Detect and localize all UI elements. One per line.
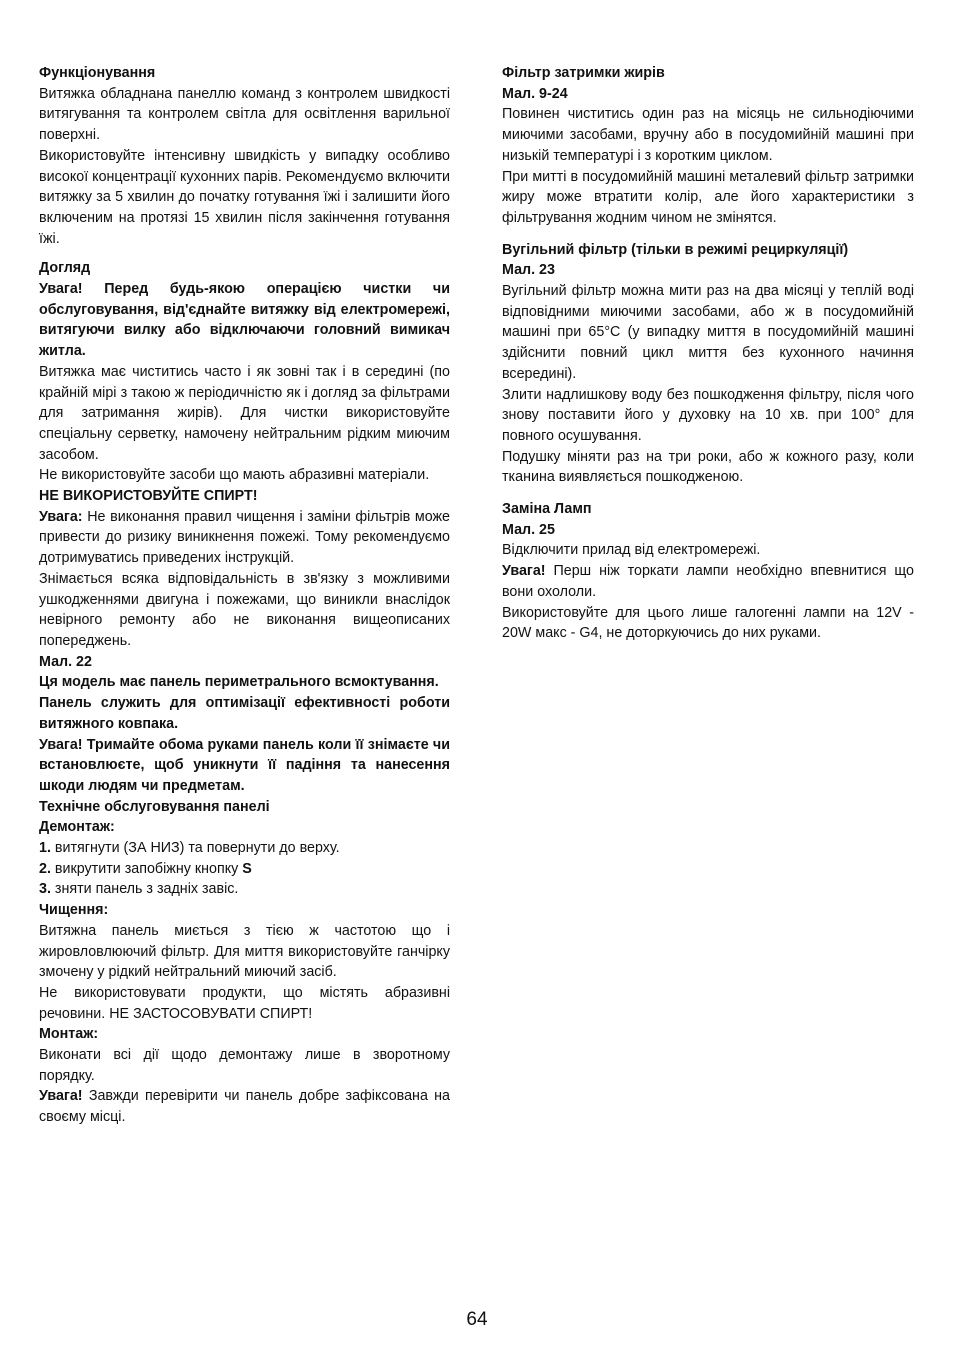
step-number: 2.: [39, 860, 51, 877]
paragraph: Відключити прилад від електромережі.: [502, 542, 761, 559]
paragraph: Використовуйте інтенсивну швидкість у випадку особливо високої концентрації кухонних парів. Рекомендуємо включити витяжку за 5 хвилин до початку готування їжі і залишити його включеним на протязі 15 хвилин після закінчення готування їжі.: [39, 147, 450, 247]
warning-paragraph: Увага! Перед будь-якою операцією чистки чи обслуговування, від'єднайте витяжку від електромережі, витягуючи вилку або відключаючи головний вимикач житла.: [39, 281, 450, 360]
paragraph: Злити надлишкову воду без пошкодження фільтру, після чого знову поставити його у духовку на 10 хв. при 100° для повного осушування.: [502, 386, 914, 444]
subheading-maintenance: Технічне обслуговування панелі: [39, 798, 270, 815]
paragraph: Знімається всяка відповідальність в зв'язку з можливими ушкодженнями двигуна і пожежами, що виникли внаслідок невірного ремонту або не виконання вищеописаних попереджень.: [39, 570, 450, 649]
paragraph: Використовуйте для цього лише галогенні лампи на 12V - 20W макс - G4, не доторкуючись до них руками.: [502, 604, 914, 642]
warning-label: Увага!: [39, 1088, 83, 1105]
paragraph: Подушку міняти раз на три роки, або ж кожного разу, коли тканина виявляється пошкодженою.: [502, 448, 914, 486]
paragraph: Виконати всі дії щодо демонтажу лише в зворотному порядку.: [39, 1047, 450, 1084]
step-item: [39, 879, 450, 900]
step-key: S: [242, 860, 252, 877]
page-number: 64: [466, 1309, 488, 1330]
panel-paragraph: Панель служить для оптимізації ефективності роботи витяжного ковпака.: [39, 695, 450, 732]
warning-paragraph: [39, 507, 450, 569]
paragraph: Не використовувати продукти, що містять абразивні речовини. НЕ ЗАСТОСОВУВАТИ СПИРТ!: [39, 984, 450, 1022]
warning-label: Увага!: [502, 563, 546, 580]
figure-ref: Мал. 23: [502, 262, 555, 279]
step-text: витягнути (ЗА НИЗ) та повернути до верху.: [50, 840, 340, 857]
paragraph: Витяжка має чиститись часто і як зовні так і в середині (по крайній мірі з такою ж періодичністю як і догляд за фільтрами для затримання жирів). Для чистки використовуйте спеціальну серветку, намочену нейтральним рідким миючим засобом.: [39, 363, 450, 463]
warning-line: НЕ ВИКОРИСТОВУЙТЕ СПИРТ!: [39, 488, 258, 505]
paragraph: Витяжка обладнана панеллю команд з контролем швидкості витягування та контролем світла для освітлення варильної поверхні.: [39, 85, 450, 144]
step-text: викрутити запобіжну кнопку: [50, 860, 243, 877]
paragraph: Вугільний фільтр можна мити раз на два місяці у теплій воді відповідними миючими засобами, або ж в посудомийній машині при 65°С (у випадку миття в посудомийній машині здійснити повний цикл миття без кухонного начиння всередині).: [502, 283, 914, 382]
step-item: [39, 838, 450, 859]
figure-ref: Мал. 25: [502, 521, 555, 538]
section-heading-care: Догляд: [39, 260, 91, 277]
warning-label: Увага:: [39, 508, 83, 525]
subheading-mounting: Монтаж:: [39, 1026, 99, 1043]
panel-paragraph: Ця модель має панель периметрального всмоктування.: [39, 674, 439, 691]
figure-ref: Мал. 9-24: [502, 85, 568, 102]
warning-text: Перш ніж торкати лампи необхідно впевнитися що вони охололи.: [502, 563, 914, 600]
right-column: [502, 63, 914, 644]
section-heading-carbon-filter: Вугільний фільтр (тільки в режимі рециркуляції): [502, 241, 849, 258]
paragraph: При митті в посудомийній машині металевий фільтр затримки жиру може втратити колір, але його характеристики з фільтрування жодним чином не змінятся.: [502, 168, 914, 226]
subheading-cleaning: Чищення:: [39, 902, 109, 919]
left-column: [39, 63, 450, 1128]
paragraph: Не використовуйте засоби що мають абразивні матеріали.: [39, 467, 430, 484]
step-number: 3.: [39, 881, 51, 898]
figure-ref: Мал. 22: [39, 653, 92, 670]
panel-warning: Увага! Тримайте обома руками панель коли її знімаєте чи встановлюєте, щоб уникнути її падіння та нанесення шкоди людям чи предметам.: [39, 736, 450, 794]
step-text: зняти панель з задніх завіс.: [50, 881, 239, 898]
section-heading-lamp-replacement: Заміна Ламп: [502, 501, 592, 518]
subheading-dismantle: Демонтаж:: [39, 819, 115, 836]
paragraph: Витяжна панель миється з тією ж частотою що і жировловлюючий фільтр. Для миття використовуйте ганчірку змочену у рідкий нейтральний миючий засіб.: [39, 922, 450, 981]
paragraph: Повинен чиститись один раз на місяць не сильнодіючими миючими засобами, вручну або в посудомийній машині при низькій температурі і з коротким циклом.: [502, 106, 914, 164]
section-heading-grease-filter: Фільтр затримки жирів: [502, 65, 665, 81]
section-heading-functioning: Функціонування: [39, 65, 156, 81]
warning-text: Завжди перевірити чи панель добре зафіксована на своєму місці.: [39, 1088, 450, 1126]
warning-paragraph: [39, 1086, 450, 1127]
step-item: [39, 859, 450, 880]
step-number: 1.: [39, 840, 51, 857]
warning-text: Не виконання правил чищення і заміни фільтрів може привести до ризику виникнення пожежі. Тому рекомендуємо дотримуватись приведених інструкцій.: [39, 508, 450, 567]
warning-paragraph: [502, 561, 914, 602]
